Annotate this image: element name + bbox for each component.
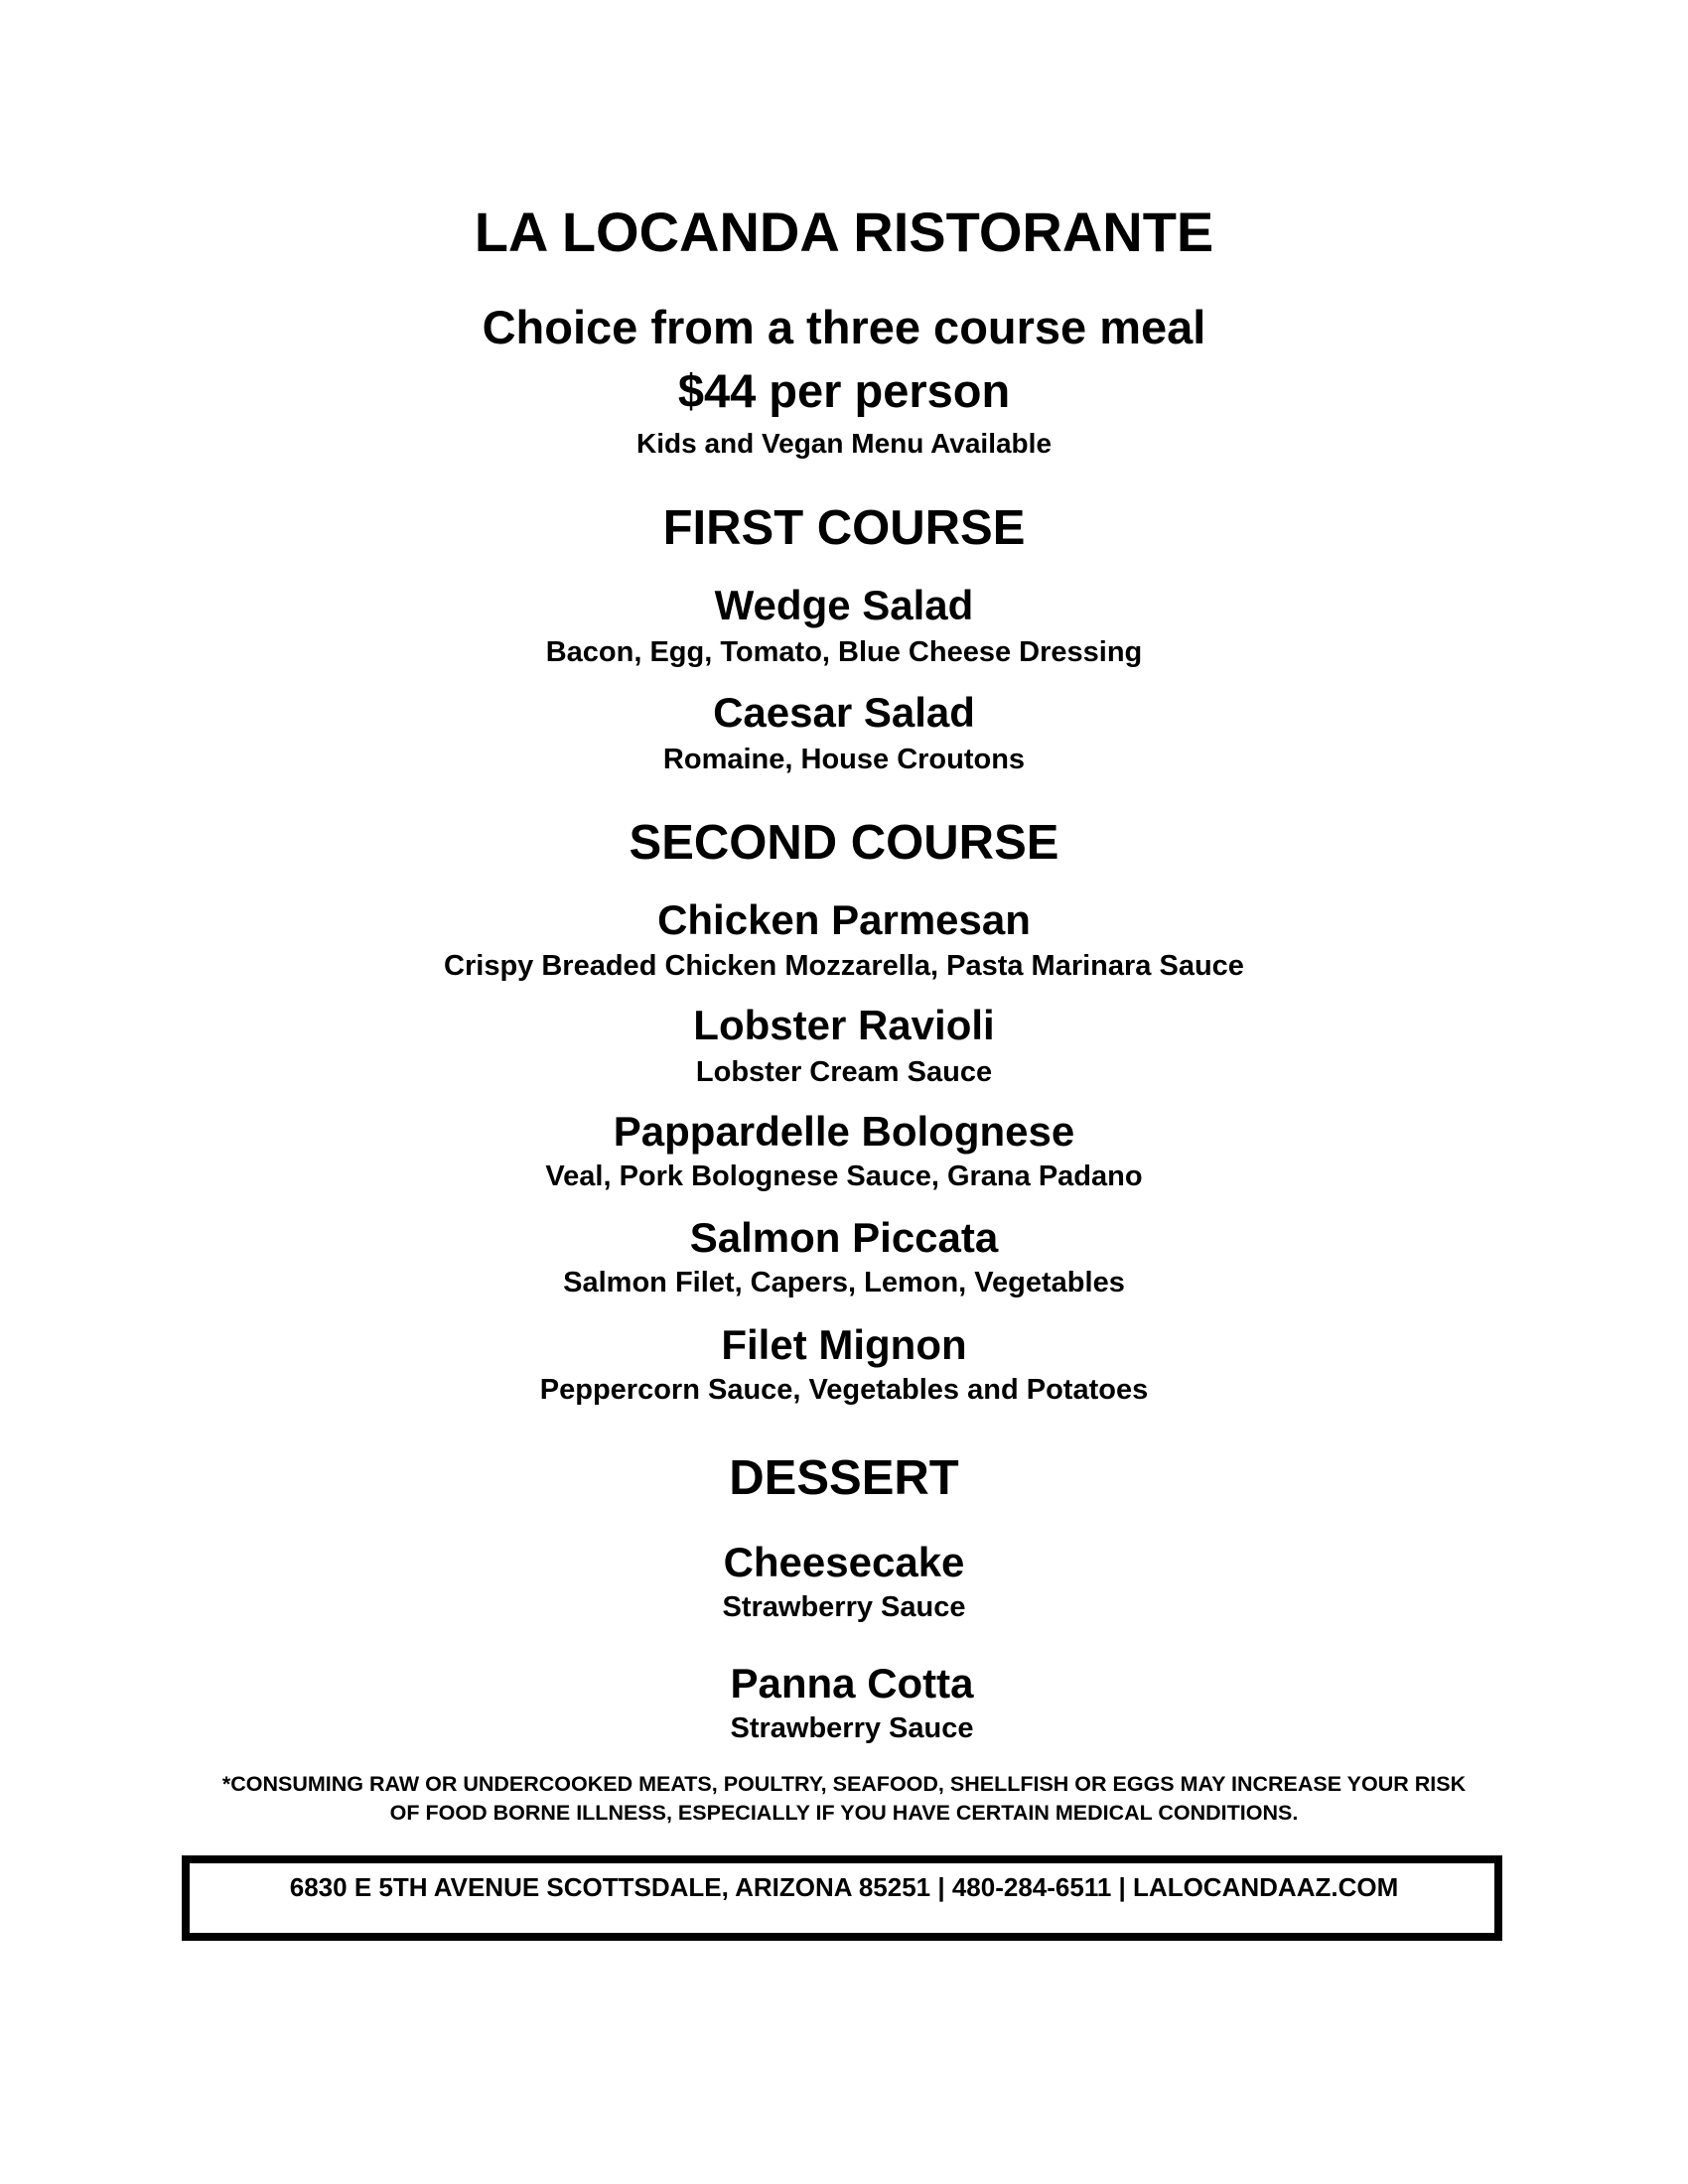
dish-name: Filet Mignon (721, 1321, 967, 1368)
course-title: FIRST COURSE (662, 501, 1026, 555)
dish-name: Panna Cotta (730, 1660, 974, 1706)
dish-description: Bacon, Egg, Tomato, Blue Cheese Dressing (545, 636, 1143, 668)
restaurant-name: LA LOCANDA RISTORANTE (474, 201, 1214, 263)
dish-name: Salmon Piccata (689, 1214, 999, 1261)
course-title: SECOND COURSE (629, 816, 1059, 870)
menu-availability-note: Kids and Vegan Menu Available (635, 428, 1053, 459)
dish-description: Strawberry Sauce (722, 1591, 966, 1623)
food-safety-disclaimer (149, 1770, 1539, 1828)
disclaimer-line: *CONSUMING RAW OR UNDERCOOKED MEATS, POULTRY, SEAFOOD, SHELLFISH OR EGGS MAY INCREASE YOUR RISK (221, 1772, 1467, 1796)
dish-description: Salmon Filet, Capers, Lemon, Vegetables (563, 1267, 1125, 1298)
course-title: DESSERT (729, 1451, 959, 1505)
dish-name: Cheesecake (723, 1539, 965, 1585)
dish-description: Romaine, House Croutons (662, 744, 1026, 775)
dish-description: Strawberry Sauce (730, 1712, 974, 1744)
disclaimer-line: OF FOOD BORNE ILLNESS, ESPECIALLY IF YOU HAVE CERTAIN MEDICAL CONDITIONS. (389, 1801, 1299, 1825)
dish-name: Pappardelle Bolognese (613, 1108, 1075, 1155)
meal-price: $44 per person (677, 364, 1011, 417)
meal-tagline: Choice from a three course meal (482, 301, 1206, 353)
dish-name: Lobster Ravioli (693, 1002, 995, 1048)
dish-name: Chicken Parmesan (657, 896, 1031, 943)
dish-description: Crispy Breaded Chicken Mozzarella, Pasta Marinara Sauce (444, 950, 1244, 982)
dish-name: Caesar Salad (713, 689, 975, 736)
dish-description: Lobster Cream Sauce (695, 1056, 993, 1088)
footer-contact-info: 6830 E 5TH AVENUE SCOTTSDALE, ARIZONA 85251 | 480-284-6511 | LALOCANDAAZ.COM (289, 1872, 1399, 1902)
dish-name: Wedge Salad (714, 582, 974, 628)
dish-description: Peppercorn Sauce, Vegetables and Potatoes (539, 1374, 1149, 1406)
dish-description: Veal, Pork Bolognese Sauce, Grana Padano (545, 1160, 1143, 1192)
